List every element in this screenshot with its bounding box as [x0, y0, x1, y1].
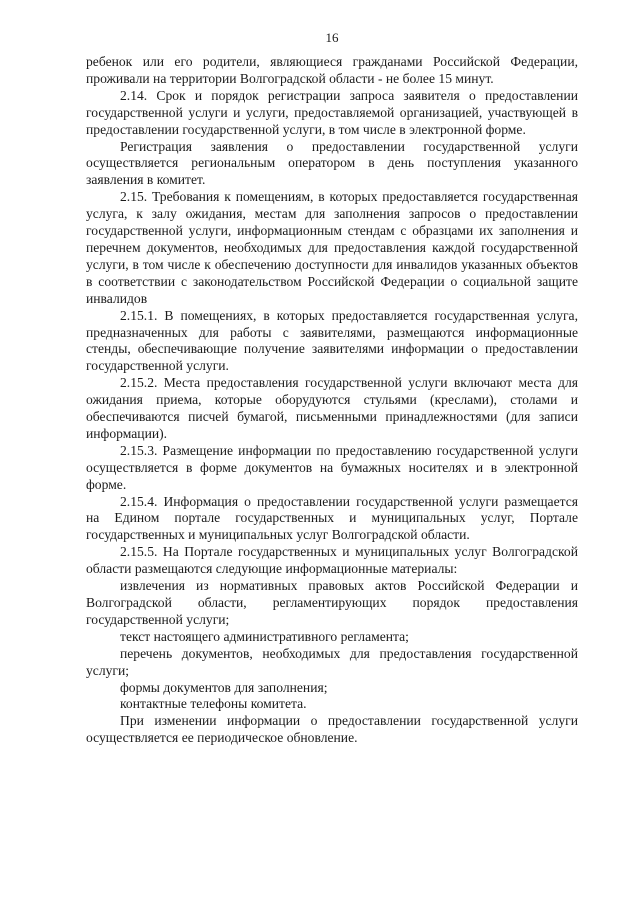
paragraph-2-14-heading: 2.14. Срок и порядок регистрации запроса заявителя о предоставлении государственной услуги и услуги, предоставляемой организацией, участвующей в предоставлении государственной услуги, в том числе в электронной форме. — [86, 87, 578, 137]
list-item-regulation-text: текст настоящего административного регламента; — [120, 628, 409, 644]
paragraph-2-15-3: 2.15.3. Размещение информации по предоставлению государственной услуги осуществляется в форме документов на бумажных носителях и в электронной форме. — [86, 442, 578, 492]
list-item-extracts: извлечения из нормативных правовых актов Российской Федерации и Волгоградской области, регламентирующих порядок предоставления государственной услуги; — [86, 578, 578, 627]
list-item-phones: контактные телефоны комитета. — [120, 696, 307, 712]
list-item-forms: формы документов для заполнения; — [120, 679, 328, 695]
paragraph-update: При изменении информации о предоставлении государственной услуги осуществляется ее периодическое обновление. — [86, 713, 578, 746]
list-item-document-list: перечень документов, необходимых для предоставления государственной услуги; — [86, 645, 578, 678]
paragraph-2-15-2: 2.15.2. Места предоставления государственной услуги включают места для ожидания приема, которые оборудуются стульями (креслами), столами и обеспечиваются писчей бумагой, письменными принадлежностями (для записи информации). — [86, 375, 578, 441]
paragraph-registration: Регистрация заявления о предоставлении государственной услуги осуществляется региональным оператором в день поступления указанного заявления в комитет. — [86, 138, 578, 188]
page-number: 16 — [325, 30, 339, 45]
paragraph-2-15-1: 2.15.1. В помещениях, в которых предоставляется государственная услуга, предназначенных для работы с заявителями, размещаются информационные стенды, обеспечивающие получение заявителями информации о предоставлении государственной услуги. — [86, 307, 578, 374]
paragraph-1: ребенок или его родители, являющиеся гражданами Российской Федерации, проживали на территории Волгоградской области - не более 15 минут. — [86, 54, 578, 86]
paragraph-2-15-5: 2.15.5. На Портале государственных и муниципальных услуг Волгоградской области размещаются следующие информационные материалы: — [86, 544, 578, 577]
paragraph-2-15-heading: 2.15. Требования к помещениям, в которых предоставляется государственная услуга, к залу ожидания, местам для заполнения запросов о предоставлении государственной услуги, информационным стендам с образцами их заполнения и перечнем документов, необходимых для предоставления каждой государственной услуги, в том числе к обеспечению доступности для инвалидов указанных объектов в соответствии с законодательством Российской Федерации о социальной защите инвалидов — [86, 189, 578, 306]
paragraph-2-15-4: 2.15.4. Информация о предоставлении государственной услуги размещается на Едином портале государственных и муниципальных услуг, Портале государственных и муниципальных услуг Волгоградской области. — [86, 493, 578, 543]
